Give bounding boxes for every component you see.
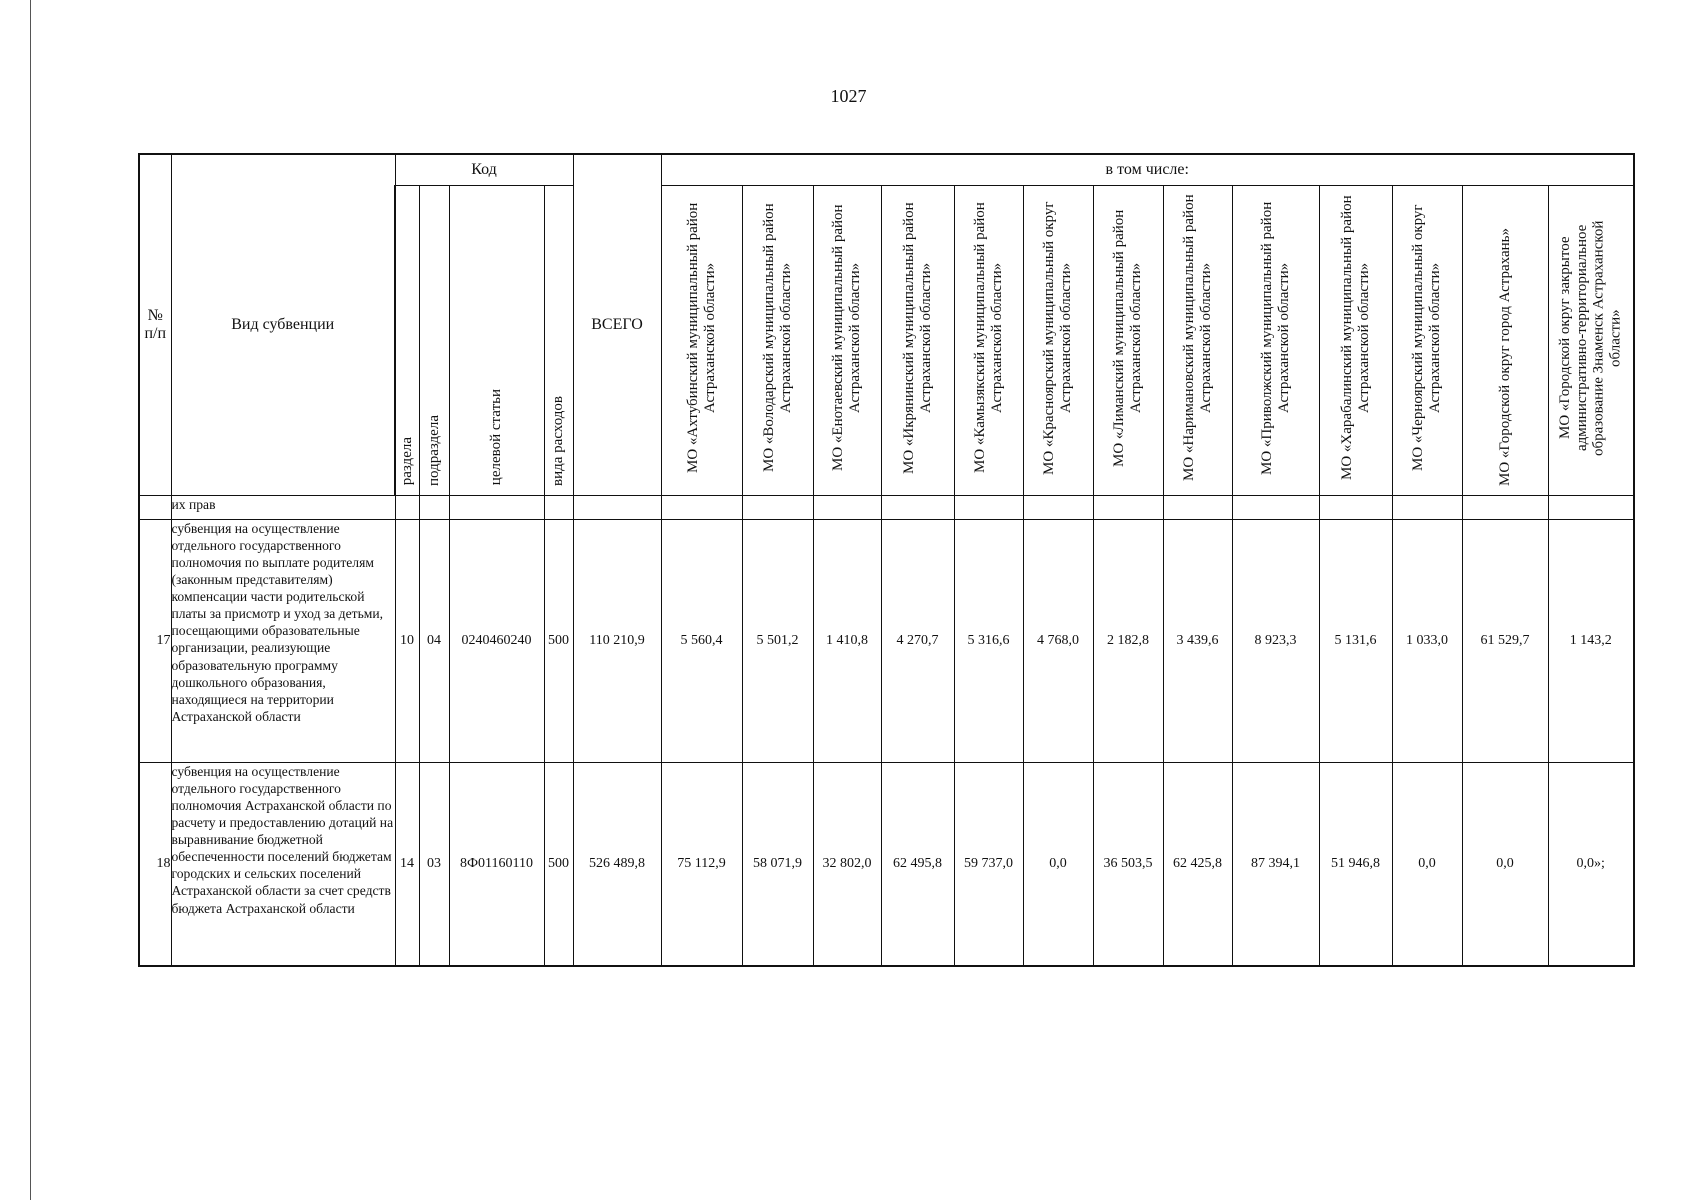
header-mo-narimanovsky: МО «Наримановский муниципальный район Астраханской области» xyxy=(1163,185,1232,495)
cell-target: 8Ф01160110 xyxy=(449,762,544,966)
cell-empty xyxy=(139,495,171,519)
cell-row-num: 18 xyxy=(139,762,171,966)
cell-value: 4 270,7 xyxy=(881,519,954,762)
cell-section: 14 xyxy=(395,762,419,966)
cell-value: 1 033,0 xyxy=(1392,519,1462,762)
cell-value: 59 737,0 xyxy=(954,762,1023,966)
header-mo-znamensk: МО «Городской округ закрытое административно-территориальное образование Знаменск Астраханской области» xyxy=(1548,185,1634,495)
cell-value: 0,0 xyxy=(1462,762,1548,966)
cell-value: 5 501,2 xyxy=(742,519,813,762)
header-mo-privolzhsky: МО «Приволжский муниципальный район Астраханской области» xyxy=(1232,185,1319,495)
cell-value: 75 112,9 xyxy=(661,762,742,966)
header-subsidy-type: Вид субвенции xyxy=(171,154,395,495)
cell-value: 4 768,0 xyxy=(1023,519,1093,762)
cell-value: 2 182,8 xyxy=(1093,519,1163,762)
table-row xyxy=(139,519,1634,762)
header-mo-astrakhan: МО «Городской округ город Астрахань» xyxy=(1462,185,1548,495)
cell-value: 5 131,6 xyxy=(1319,519,1392,762)
cell-value: 0,0 xyxy=(1023,762,1093,966)
header-mo-limansky: МО «Лиманский муниципальный район Астраханской области» xyxy=(1093,185,1163,495)
subsidy-table xyxy=(138,153,1635,967)
cell-value: 1 410,8 xyxy=(813,519,881,762)
cell-value: 36 503,5 xyxy=(1093,762,1163,966)
cell-total: 526 489,8 xyxy=(573,762,661,966)
cell-value: 5 316,6 xyxy=(954,519,1023,762)
cell-value: 8 923,3 xyxy=(1232,519,1319,762)
header-mo-krasnoyarsky: МО «Красноярский муниципальный округ Астраханской области» xyxy=(1023,185,1093,495)
cell-value: 51 946,8 xyxy=(1319,762,1392,966)
header-code-subsection: подраздела xyxy=(419,185,449,495)
cell-target: 0240460240 xyxy=(449,519,544,762)
header-mo-chernoyarsky: МО «Черноярский муниципальный округ Астраханской области» xyxy=(1392,185,1462,495)
header-mo-kamyzyaksky: МО «Камызякский муниципальный район Астраханской области» xyxy=(954,185,1023,495)
header-mo-enotaevsky: МО «Енотаевский муниципальный район Астраханской области» xyxy=(813,185,881,495)
cell-continuation-text: их прав xyxy=(171,495,395,519)
header-including: в том числе: xyxy=(661,154,1634,185)
cell-value: 61 529,7 xyxy=(1462,519,1548,762)
cell-total: 110 210,9 xyxy=(573,519,661,762)
table-row-continuation xyxy=(139,495,1634,519)
binding-line xyxy=(30,0,31,1200)
header-mo-kharabalinsky: МО «Харабалинский муниципальный район Астраханской области» xyxy=(1319,185,1392,495)
header-total: ВСЕГО xyxy=(573,154,661,495)
header-num: № п/п xyxy=(139,154,171,495)
cell-value: 32 802,0 xyxy=(813,762,881,966)
cell-value: 5 560,4 xyxy=(661,519,742,762)
header-mo-akhtubinsky: МО «Ахтубинский муниципальный район Астраханской области» xyxy=(661,185,742,495)
cell-subsection: 04 xyxy=(419,519,449,762)
cell-value: 87 394,1 xyxy=(1232,762,1319,966)
header-mo-ikryaninsky: МО «Икрянинский муниципальный район Астраханской области» xyxy=(881,185,954,495)
cell-value: 58 071,9 xyxy=(742,762,813,966)
cell-value: 3 439,6 xyxy=(1163,519,1232,762)
header-code-group: Код xyxy=(395,154,573,185)
cell-value: 0,0»; xyxy=(1548,762,1634,966)
cell-description: субвенция на осуществление отдельного государственного полномочия Астраханской области по расчету и предоставлению дотаций на выравнивание бюджетной обеспеченности поселений бюджетам городских и сельских поселений Астраханской области за счет средств бюджета Астраханской области xyxy=(171,762,395,966)
header-mo-volodarsky: МО «Володарский муниципальный район Астраханской области» xyxy=(742,185,813,495)
header-code-expense: вида расходов xyxy=(544,185,573,495)
cell-value: 62 495,8 xyxy=(881,762,954,966)
header-code-section: раздела xyxy=(395,185,419,495)
cell-expense: 500 xyxy=(544,762,573,966)
cell-row-num: 17 xyxy=(139,519,171,762)
cell-subsection: 03 xyxy=(419,762,449,966)
page-number: 1027 xyxy=(830,86,867,106)
cell-expense: 500 xyxy=(544,519,573,762)
cell-value: 0,0 xyxy=(1392,762,1462,966)
cell-value: 1 143,2 xyxy=(1548,519,1634,762)
cell-description: субвенция на осуществление отдельного государственного полномочия по выплате родителям (законным представителям) компенсации части родительской платы за присмотр и уход за детьми, посещающими образовательные организации, реализующие образовательную программу дошкольного образования, находящиеся на территории Астраханской области xyxy=(171,519,395,762)
header-code-target: целевой статьи xyxy=(449,185,544,495)
table-row xyxy=(139,762,1634,966)
cell-section: 10 xyxy=(395,519,419,762)
cell-value: 62 425,8 xyxy=(1163,762,1232,966)
